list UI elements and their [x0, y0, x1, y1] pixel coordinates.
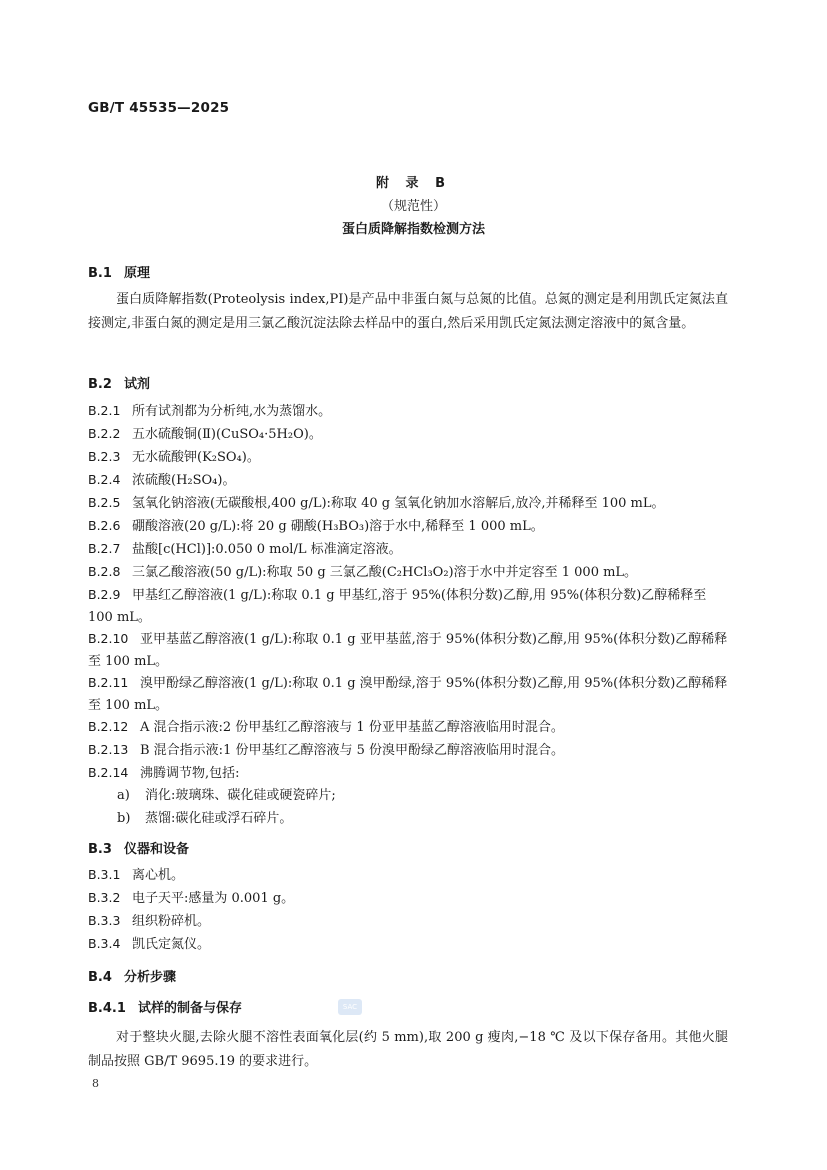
item-text: 电子天平:感量为 0.001 g。 [132, 891, 295, 906]
section-title: 分析步骤 [124, 970, 177, 985]
subsection-b41-heading [88, 997, 242, 1016]
item-text: 离心机。 [132, 868, 185, 883]
sac-watermark-logo: SAC [338, 999, 362, 1015]
reagent-item [88, 446, 728, 469]
item-number: B.3.1 [88, 867, 121, 882]
reagent-item [88, 561, 728, 584]
item-number: B.2.1 [88, 403, 121, 418]
section-b3-heading [88, 838, 189, 857]
item-number: B.2.10 [88, 631, 129, 646]
section-b2-heading [88, 373, 150, 392]
reagent-item [88, 538, 728, 561]
item-text: A 混合指示液:2 份甲基红乙醇溶液与 1 份亚甲基蓝乙醇溶液临用时混合。 [140, 720, 564, 735]
list-subitem [117, 808, 292, 830]
item-text: 盐酸[c(HCl)]:0.050 0 mol/L 标准滴定溶液。 [132, 542, 402, 557]
subsection-number: B.4.1 [88, 1001, 126, 1016]
section-number: B.1 [88, 266, 112, 281]
item-text: 五水硫酸铜(Ⅱ)(CuSO₄·5H₂O)。 [132, 427, 322, 442]
reagent-item [88, 423, 728, 446]
standard-code: GB/T 45535—2025 [88, 100, 230, 116]
item-text: 硼酸溶液(20 g/L):将 20 g 硼酸(H₃BO₃)溶于水中,稀释至 1 000 mL。 [132, 519, 544, 534]
subitem-label: b) [117, 811, 131, 826]
equipment-item [88, 864, 728, 887]
item-text: B 混合指示液:1 份甲基红乙醇溶液与 5 份溴甲酚绿乙醇溶液临用时混合。 [140, 743, 565, 758]
section-title: 仪器和设备 [124, 842, 190, 857]
item-text: 组织粉碎机。 [132, 914, 211, 929]
subitem-text: 消化:玻璃珠、碳化硅或硬瓷碎片; [145, 788, 336, 803]
item-number: B.2.13 [88, 742, 129, 757]
equipment-item [88, 887, 728, 910]
item-number: B.2.14 [88, 765, 129, 780]
section-number: B.3 [88, 842, 112, 857]
reagent-item [88, 672, 728, 717]
item-number: B.2.5 [88, 495, 121, 510]
reagent-item [88, 762, 728, 785]
list-subitem [117, 785, 336, 807]
reagent-item [88, 492, 728, 515]
item-number: B.3.4 [88, 936, 121, 951]
item-text: 所有试剂都为分析纯,水为蒸馏水。 [132, 404, 332, 419]
section-b1-heading [88, 262, 150, 281]
reagent-item [88, 515, 728, 538]
section-number: B.4 [88, 970, 112, 985]
section-number: B.2 [88, 377, 112, 392]
item-text: 浓硫酸(H₂SO₄)。 [132, 473, 236, 488]
annex-nature: （规范性） [380, 199, 446, 214]
section-b4-heading [88, 966, 176, 985]
reagent-item [88, 584, 728, 629]
item-number: B.2.3 [88, 449, 121, 464]
annex-title: 附 录 B [376, 176, 451, 191]
section-b1-paragraph: 蛋白质降解指数(Proteolysis index,PI)是产品中非蛋白氮与总氮的比值。总氮的测定是利用凯氏定氮法直接测定,非蛋白氮的测定是用三氯乙酸沉淀法除去样品中的蛋白,然后采用凯氏定氮法测定溶液中的氮含量。 [88, 292, 728, 331]
equipment-item [88, 910, 728, 933]
item-number: B.2.11 [88, 675, 129, 690]
item-number: B.2.9 [88, 587, 121, 602]
item-text: 沸腾调节物,包括: [140, 766, 240, 781]
subitem-label: a) [117, 788, 130, 803]
item-number: B.2.6 [88, 518, 121, 533]
reagent-item [88, 716, 728, 739]
item-text: 三氯乙酸溶液(50 g/L):称取 50 g 三氯乙酸(C₂HCl₃O₂)溶于水中并定容至 1 000 mL。 [132, 565, 638, 580]
item-number: B.2.12 [88, 719, 129, 734]
section-title: 原理 [124, 266, 151, 281]
subsection-title: 试样的制备与保存 [138, 1001, 243, 1016]
annex-name: 蛋白质降解指数检测方法 [341, 222, 485, 237]
item-text: 氢氧化钠溶液(无碳酸根,400 g/L):称取 40 g 氢氧化钠加水溶解后,放冷,并稀释至 100 mL。 [132, 496, 665, 511]
subsection-b41-paragraph: 对于整块火腿,去除火腿不溶性表面氧化层(约 5 mm),取 200 g 瘦肉,−18 ℃ 及以下保存备用。其他火腿制品按照 GB/T 9695.19 的要求进行。 [88, 1030, 728, 1069]
equipment-item [88, 933, 728, 956]
item-text: 溴甲酚绿乙醇溶液(1 g/L):称取 0.1 g 溴甲酚绿,溶于 95%(体积分数)乙醇,用 95%(体积分数)乙醇稀释至 100 mL。 [88, 676, 728, 713]
item-number: B.2.4 [88, 472, 121, 487]
item-number: B.3.3 [88, 913, 121, 928]
subitem-text: 蒸馏:碳化硅或浮石碎片。 [145, 811, 293, 826]
item-number: B.3.2 [88, 890, 121, 905]
item-text: 无水硫酸钾(K₂SO₄)。 [132, 450, 260, 465]
item-text: 甲基红乙醇溶液(1 g/L):称取 0.1 g 甲基红,溶于 95%(体积分数)乙醇,用 95%(体积分数)乙醇稀释至 100 mL。 [88, 588, 707, 625]
reagent-item [88, 469, 728, 492]
item-number: B.2.7 [88, 541, 121, 556]
section-title: 试剂 [124, 377, 151, 392]
page-number: 8 [92, 1077, 99, 1090]
item-text: 凯氏定氮仪。 [132, 937, 211, 952]
item-number: B.2.8 [88, 564, 121, 579]
item-text: 亚甲基蓝乙醇溶液(1 g/L):称取 0.1 g 亚甲基蓝,溶于 95%(体积分数)乙醇,用 95%(体积分数)乙醇稀释至 100 mL。 [88, 632, 728, 669]
reagent-item [88, 628, 728, 673]
item-number: B.2.2 [88, 426, 121, 441]
reagent-item [88, 400, 728, 423]
reagent-item [88, 739, 728, 762]
